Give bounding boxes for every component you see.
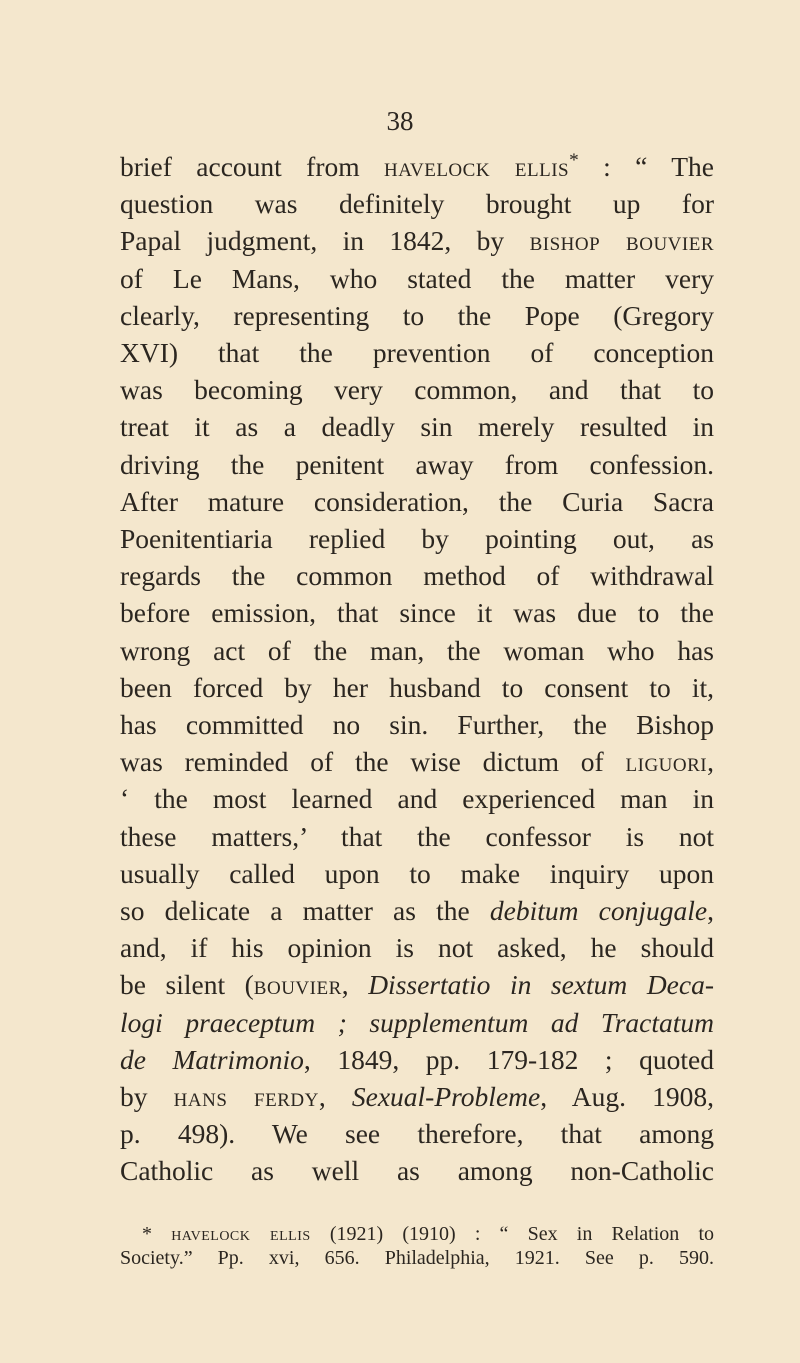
text-run: , bbox=[707, 746, 714, 778]
text-line: before emission, that since it was due to the bbox=[120, 597, 714, 629]
text-run: was reminded of the wise dictum of bbox=[120, 746, 626, 778]
person-name: bishop bouvier bbox=[529, 225, 714, 257]
footnote bbox=[120, 1222, 714, 1270]
text-line bbox=[120, 1041, 714, 1078]
text-line: usually called upon to make inquiry upon bbox=[120, 857, 714, 889]
text-run: , bbox=[341, 969, 369, 1001]
person-name: bouvier bbox=[253, 969, 342, 1001]
person-name: hans ferdy bbox=[173, 1081, 319, 1113]
text-line bbox=[120, 148, 714, 185]
author-name: havelock ellis bbox=[171, 1223, 311, 1245]
text-line: p. 498). We see therefore, that among bbox=[120, 1118, 714, 1150]
work-title: de Matrimonio bbox=[120, 1043, 304, 1075]
text-run: , Aug. 1908, bbox=[540, 1081, 714, 1113]
text-run: so delicate a matter as the bbox=[120, 895, 490, 927]
text-run: brief account from bbox=[120, 151, 384, 182]
footnote-line bbox=[120, 1222, 714, 1246]
text-line bbox=[120, 743, 714, 780]
text-line: of Le Mans, who stated the matter very bbox=[120, 262, 714, 294]
text-line bbox=[120, 966, 714, 1003]
text-line: clearly, representing to the Pope (Gregory bbox=[120, 299, 714, 331]
text-run: , bbox=[318, 1081, 352, 1113]
text-line: wrong act of the man, the woman who has bbox=[120, 634, 714, 666]
text-run: (1921) (1910) : “ Sex in Relation to bbox=[310, 1223, 715, 1245]
text-run: Papal judgment, in 1842, by bbox=[120, 225, 530, 257]
text-line: logi praeceptum ; supplementum ad Tractatum bbox=[120, 1006, 714, 1038]
text-line: After mature consideration, the Curia Sacra bbox=[120, 485, 714, 517]
work-title: Sexual-Probleme bbox=[351, 1081, 541, 1113]
text-line: driving the penitent away from confession. bbox=[120, 448, 714, 480]
text-line bbox=[120, 222, 714, 259]
text-line: these matters,’ that the confessor is not bbox=[120, 820, 714, 852]
text-run: by bbox=[120, 1081, 174, 1113]
footnote-marker: * bbox=[569, 149, 579, 171]
author-name: havelock ellis bbox=[384, 151, 570, 182]
text-line: Catholic as well as among non-Catholic bbox=[120, 1155, 714, 1187]
text-run: , bbox=[707, 895, 714, 927]
text-line: treat it as a deadly sin merely resulted in bbox=[120, 411, 714, 443]
text-line bbox=[120, 892, 714, 929]
text-run: be silent ( bbox=[120, 969, 254, 1001]
text-run: , 1849, pp. 179-182 ; quoted bbox=[303, 1043, 714, 1075]
footnote-line: Society.” Pp. xvi, 656. Philadelphia, 1921. See p. 590. bbox=[120, 1247, 714, 1269]
text-line: and, if his opinion is not asked, he should bbox=[120, 932, 714, 964]
text-run: : “ The bbox=[578, 151, 714, 182]
latin-term: debitum conjugale bbox=[489, 895, 708, 927]
text-line: Poenitentiaria replied by pointing out, as bbox=[120, 523, 714, 555]
body-text bbox=[120, 148, 714, 1190]
page-number: 38 bbox=[386, 106, 414, 136]
footnote-marker: * bbox=[142, 1223, 172, 1245]
text-line: been forced by her husband to consent to it, bbox=[120, 671, 714, 703]
text-line: ‘ the most learned and experienced man in bbox=[120, 783, 714, 815]
text-line: was becoming very common, and that to bbox=[120, 374, 714, 406]
text-line: question was definitely brought up for bbox=[120, 188, 714, 220]
work-title: Dissertatio in sextum Deca- bbox=[368, 969, 715, 1001]
text-line: regards the common method of withdrawal bbox=[120, 560, 714, 592]
person-name: liguori bbox=[625, 746, 708, 778]
text-line: has committed no sin. Further, the Bishop bbox=[120, 709, 714, 741]
text-line bbox=[120, 1078, 714, 1115]
text-line: XVI) that the prevention of conception bbox=[120, 337, 714, 369]
